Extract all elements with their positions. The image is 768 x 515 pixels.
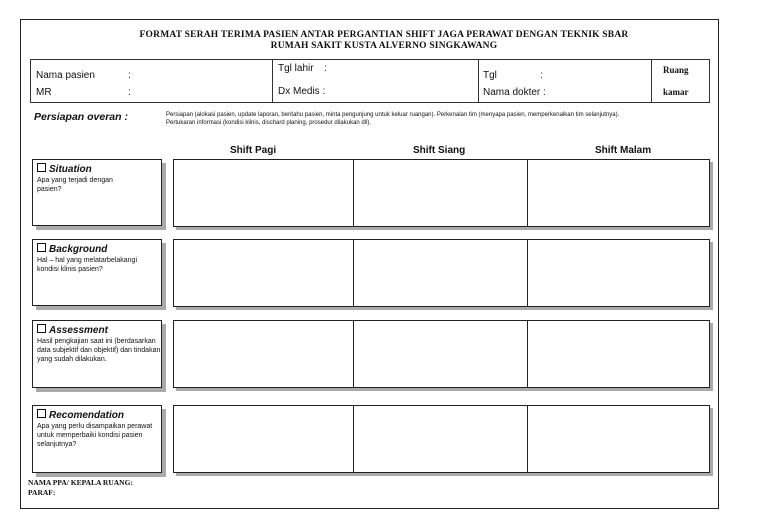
background-checkbox-icon[interactable] xyxy=(37,243,46,252)
situation-heading: Situation xyxy=(49,164,92,175)
patient-name-label: Nama pasien xyxy=(36,70,95,81)
doctor-label: Nama dokter : xyxy=(483,87,546,98)
colon-1: : xyxy=(128,70,131,81)
recommendation-heading: Recomendation xyxy=(49,410,125,421)
handover-prep-text-1: Persiapan (alokasi pasien, update laporan, beritahu pasien, minta pengunjung untuk keluar ruangan). Perkenalan tim (menyapa pasien, memperkenalkan tim selanjutnya). xyxy=(166,112,620,118)
assessment-checkbox-icon[interactable] xyxy=(37,324,46,333)
hospital-name: RUMAH SAKIT KUSTA ALVERNO SINGKAWANG xyxy=(270,41,498,51)
shift-malam-header: Shift Malam xyxy=(595,145,652,156)
date-label: Tgl xyxy=(483,70,497,81)
colon-3: : xyxy=(324,63,327,74)
colon-2: : xyxy=(128,87,131,98)
shift-siang-header: Shift Siang xyxy=(413,145,466,156)
birth-date-label: Tgl lahir xyxy=(278,63,314,74)
situation-checkbox-icon[interactable] xyxy=(37,163,46,172)
divider xyxy=(527,240,528,306)
divider xyxy=(527,160,528,226)
mr-label: MR xyxy=(36,87,52,98)
diagnosis-label: Dx Medis : xyxy=(278,86,326,97)
background-box xyxy=(32,239,162,306)
assessment-desc: Hasil pengkajian saat ini (berdasarkan data subjektif dan objektif) dan tindakan yang sudah dilakukan. xyxy=(37,338,161,363)
background-heading: Background xyxy=(49,244,108,255)
background-desc: Hal – hal yang melatarbelakangi kondisi klinis pasien? xyxy=(37,257,138,273)
colon-4: : xyxy=(540,70,543,81)
signature-label: PARAF: xyxy=(28,488,56,497)
recommendation-grid xyxy=(173,405,710,473)
staff-name-label: NAMA PPA/ KEPALA RUANG: xyxy=(28,478,133,487)
assessment-box xyxy=(32,320,162,388)
form-title: FORMAT SERAH TERIMA PASIEN ANTAR PERGANTIAN SHIFT JAGA PERAWAT DENGAN TEKNIK SBAR xyxy=(139,30,629,40)
situation-desc: Apa yang terjadi dengan pasien? xyxy=(37,177,113,193)
handover-prep-label: Persiapan overan : xyxy=(34,111,128,123)
patient-name-cell[interactable] xyxy=(30,59,273,103)
divider xyxy=(353,240,354,306)
kamar-label: kamar xyxy=(663,87,689,97)
handover-prep-text-2: Pertukaran informasi (kondisi klinis, dischard planing, prosedur dilakukan dll). xyxy=(166,120,372,126)
situation-box xyxy=(32,159,162,226)
background-grid xyxy=(173,239,710,307)
divider xyxy=(353,321,354,387)
room-label: Ruang xyxy=(663,65,689,75)
recommendation-desc: Apa yang perlu disampaikan perawat untuk memperbaiki kondisi pasien selanjutnya? xyxy=(37,423,153,448)
divider xyxy=(527,406,528,472)
recommendation-box xyxy=(32,405,162,473)
situation-grid xyxy=(173,159,710,227)
divider xyxy=(353,160,354,226)
recommendation-checkbox-icon[interactable] xyxy=(37,409,46,418)
assessment-heading: Assessment xyxy=(49,325,108,336)
divider xyxy=(353,406,354,472)
shift-pagi-header: Shift Pagi xyxy=(230,145,277,156)
assessment-grid xyxy=(173,320,710,388)
divider xyxy=(527,321,528,387)
